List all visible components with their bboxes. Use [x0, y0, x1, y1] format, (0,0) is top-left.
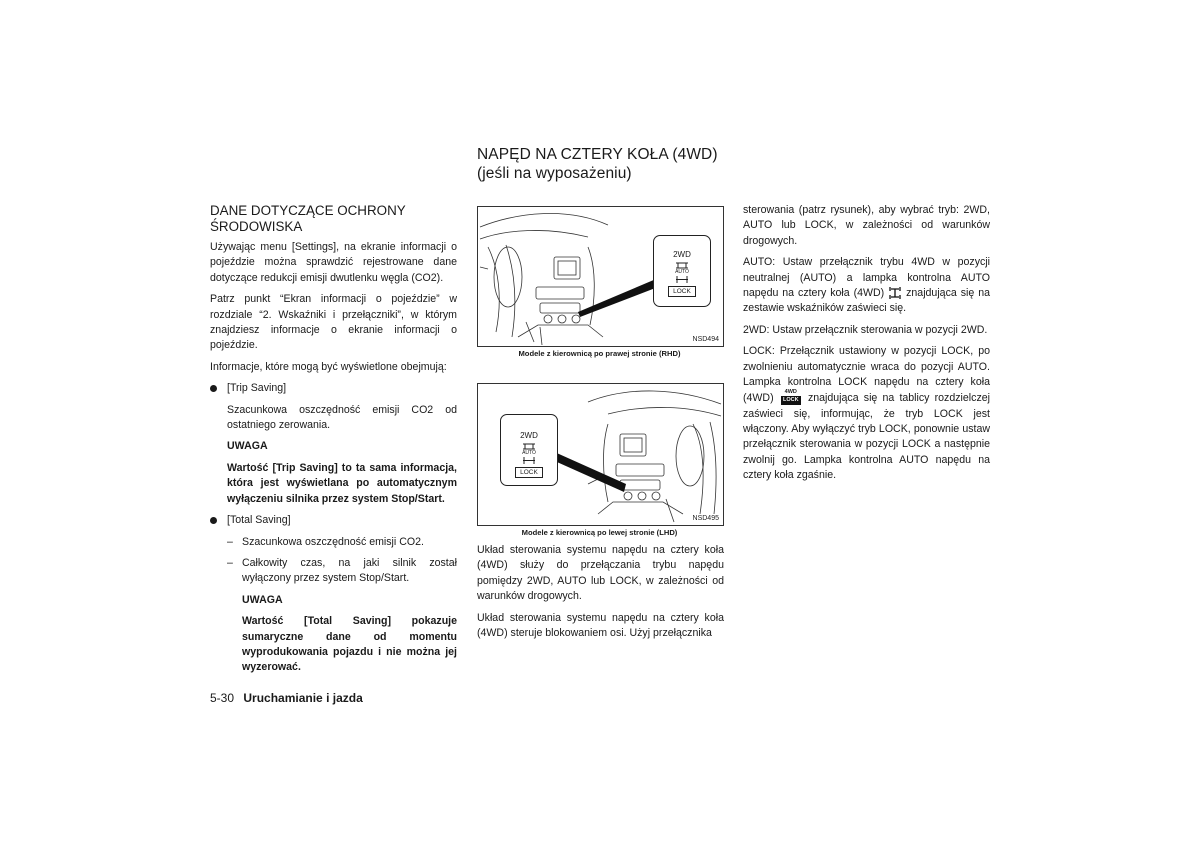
section-heading-line1: DANE DOTYCZĄCE OCHRONY — [210, 203, 406, 218]
right-column — [743, 203, 990, 484]
switch-auto-label: AUTO — [675, 269, 689, 275]
left-column — [210, 203, 457, 676]
note-text: Wartość [Total Saving] pokazuje sumaryczne dane od momentu wyprodukowania pojazdu i nie można jej wyzerować. — [242, 615, 457, 674]
dash-text: Szacunkowa oszczędność emisji CO2. — [242, 535, 424, 548]
note-label: UWAGA — [242, 593, 283, 606]
dash-marker: – — [227, 535, 233, 548]
page-title — [477, 145, 737, 183]
paragraph-mode-select: sterowania (patrz rysunek), aby wybrać tryb: 2WD, AUTO lub LOCK, w zależności od warunków drogowych. — [743, 204, 990, 247]
figure-rhd — [477, 206, 724, 347]
section-name: Uruchamianie i jazda — [243, 691, 363, 705]
drive-mode-switch-panel — [500, 414, 558, 486]
paragraph-auto-part1: AUTO: Ustaw przełącznik trybu 4WD w pozycji neutralnej (AUTO) a lampka kontrolna AUTO napędu na cztery koła (4WD) — [743, 256, 990, 300]
figure-lhd-caption: Modele z kierownicą po lewej stronie (LHD) — [521, 528, 678, 537]
page-title-main: NAPĘD NA CZTERY KOŁA (4WD) — [477, 146, 718, 163]
page-number: 5-30 — [210, 691, 235, 705]
4wd-lock-icon-bottom-label: LOCK — [781, 396, 801, 405]
note-label: UWAGA — [227, 440, 268, 453]
page-footer — [210, 691, 363, 705]
switch-auto-label: AUTO — [522, 450, 536, 456]
paragraph-auto — [743, 255, 990, 317]
middle-column — [477, 543, 724, 641]
bullet-label: [Trip Saving] — [227, 382, 287, 395]
paragraph-lock — [743, 344, 990, 483]
4wd-lock-indicator-icon — [781, 390, 801, 406]
bullet-icon — [210, 385, 217, 392]
paragraph-auto-part2: znajdująca się na zestawie wskaźników zaświeci się. — [743, 287, 990, 315]
page-title-sub: (jeśli na wyposażeniu) — [477, 165, 632, 182]
figure-code: NSD494 — [692, 336, 719, 343]
section-heading-line2: ŚRODOWISKA — [210, 219, 303, 234]
note-text: Wartość [Trip Saving] to ta sama informacja, która jest wyświetlana po automatycznym wyłączeniu silnika przez system Stop/Start. — [227, 461, 457, 505]
axle-lock-icon — [521, 457, 537, 464]
drive-mode-switch-panel — [653, 235, 711, 307]
paragraph-lock-part1: LOCK: Przełącznik ustawiony w pozycji LOCK, po zwolnieniu automatycznie wraca do pozycji AUTO. Lampka kontrolna LOCK napędu na cztery koła (4WD) — [743, 345, 990, 405]
paragraph-lock-part2: znajdująca się na tablicy rozdzielczej zaświeci się, informując, że tryb LOCK jest włączony. Aby wyłączyć tryb LOCK, ponownie ustaw przełącznik sterowania w pozycji LOCK a następnie zwolnij go. Lampka kontrolna AUTO napędu na cztery koła zgaśnie. — [743, 392, 990, 482]
section-heading — [210, 203, 457, 235]
switch-2wd-label: 2WD — [520, 431, 538, 440]
bullet-icon — [210, 517, 217, 524]
bullet-label: [Total Saving] — [227, 514, 291, 527]
4wd-lock-icon-top-label: 4WD — [784, 389, 797, 396]
paragraph-2wd: 2WD: Ustaw przełącznik sterowania w pozycji 2WD. — [743, 323, 988, 336]
switch-lock-label: LOCK — [515, 467, 543, 478]
figure-code: NSD495 — [692, 515, 719, 522]
bullet-description: Szacunkowa oszczędność emisji CO2 od ostatniego zerowania. — [227, 403, 457, 432]
paragraph-4wd-control: Układ sterowania systemu napędu na cztery koła (4WD) steruje blokowaniem osi. Użyj przełącznika — [477, 611, 724, 640]
bullet-item-total-saving — [210, 513, 457, 676]
switch-lock-label: LOCK — [668, 286, 696, 297]
paragraph-list-intro: Informacje, które mogą być wyświetlone obejmują: — [210, 360, 447, 373]
dash-text: Całkowity czas, na jaki silnik został wyłączony przez system Stop/Start. — [242, 556, 457, 585]
figure-rhd-caption: Modele z kierownicą po prawej stronie (RHD) — [518, 349, 681, 358]
paragraph-settings: Używając menu [Settings], na ekranie informacji o pojeździe można sprawdzić rejestrowane dane dotyczące redukcji emisji dwutlenku węgla (CO2). — [210, 241, 457, 284]
dash-item — [227, 556, 457, 587]
bullet-item-trip-saving — [210, 381, 457, 507]
paragraph-reference: Patrz punkt “Ekran informacji o pojeździe” w rozdziale “2. Wskaźniki i przełączniki”, w którym znajdziesz informacje o ekranie informacji o pojeździe. — [210, 293, 457, 352]
paragraph-4wd-purpose: Układ sterowania systemu napędu na cztery koła (4WD) służy do przełączania trybu napędu pomiędzy 2WD, AUTO lub LOCK, w zależności od warunków drogowych. — [477, 544, 724, 603]
4wd-auto-indicator-icon — [888, 286, 902, 300]
switch-2wd-label: 2WD — [673, 250, 691, 259]
axle-lock-icon — [674, 276, 690, 283]
dash-marker: – — [227, 556, 233, 569]
dash-item — [227, 535, 457, 550]
figure-lhd — [477, 383, 724, 526]
